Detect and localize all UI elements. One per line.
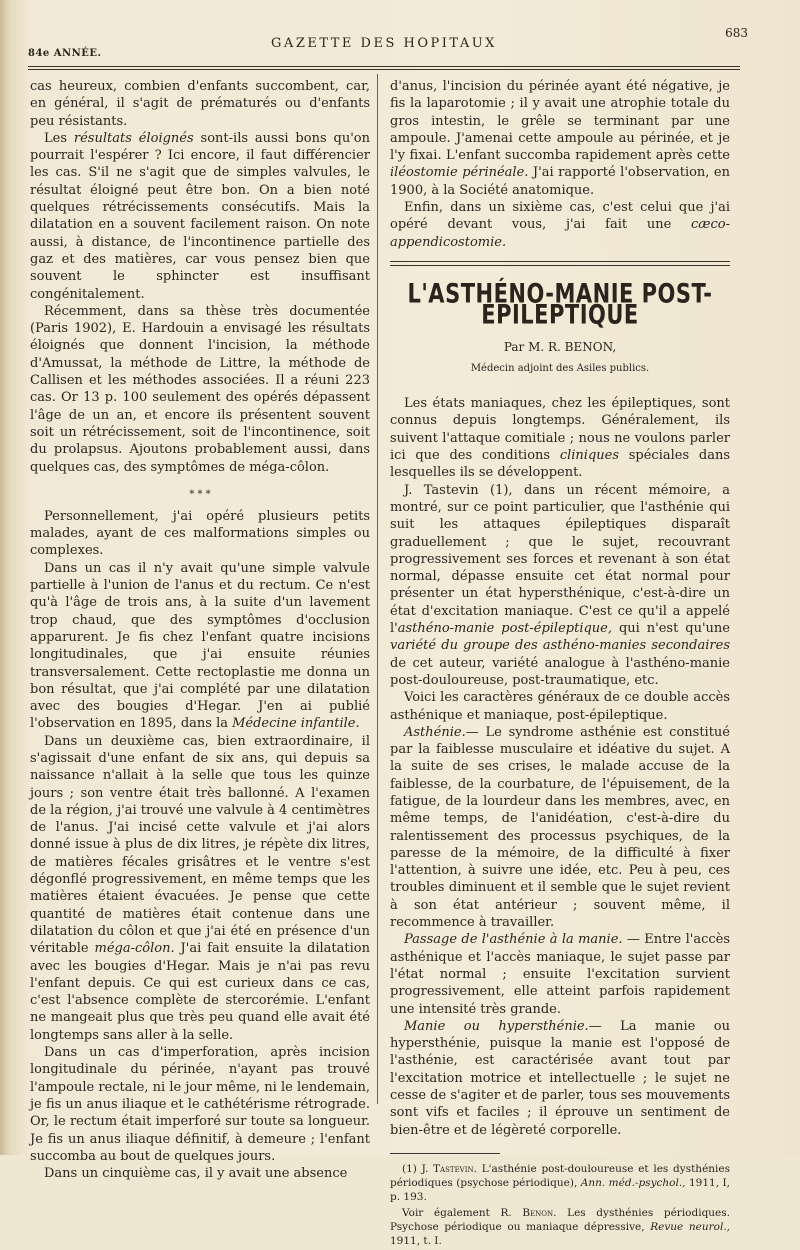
text-run: 1911, I, p. 193.: [390, 1176, 730, 1203]
text-run: — Entre l'accès asthénique et l'accès maniaque, le sujet passe par l'état normal ; ensuite l'excitation survient progressivement, elle atteint parfois rapidement une intensité très grande.: [390, 932, 730, 1017]
author-name: R. BENON,: [548, 339, 617, 354]
section-break-stars: * * *: [189, 488, 211, 500]
footnote: [390, 1206, 730, 1248]
paragraph: [390, 78, 730, 199]
text-run: Les: [44, 130, 74, 146]
italic-run: Passage de l'asthénie à la manie.: [404, 932, 623, 948]
left-column: [30, 78, 370, 1182]
text-run: 1911, t. I.: [390, 1234, 442, 1247]
year-label: 84e ANNÉE.: [28, 48, 102, 59]
text-run: — Le syndrome asthénie est constitué par la faiblesse musculaire et idéative du sujet. A la suite de ses crises, le malade accuse de la faiblesse, de la courbature, de l'épuisement, de la fatigue, de la lourdeur dans les membres, avec, en même temps, de l'anidéation, c'est-à-dire du ralentissement des processus psychiques, de la paresse de la mémoire, de la difficulté à fixer l'attention, à suivre une idée, etc. Peu à peu, ces troubles diminuent et il semble que le sujet revient à son état antérieur ; souvent même, il recommence à travailler.: [390, 724, 730, 931]
author-prefix: Par M.: [503, 339, 548, 354]
footnotes: [390, 1162, 730, 1248]
text-run: J. Tastevin (1), dans un récent mémoire, a montré, sur ce point particulier, que l'asthénie qui suit les attaques épileptiques disparaît graduellement ; que le sujet, recouvrant progressivement ses forces et revenant à son état normal, dépasse ensuite cet état normal pour présenter un état hypersthénique, c'est-à-dire un état d'excitation maniaque. C'est ce qu'il a appelé l': [390, 482, 730, 637]
text-run: Dans un cas il n'y avait qu'une simple valvule partielle à l'union de l'anus et du rectum. Ce n'est qu'à l'âge de trois ans, à la suite d'un lavement trop chaud, que des symptômes d'occlusion apparurent. Je fis chez l'enfant quatre incisions longitudinales, que j'ai ensuite réunies transversalement. Cette rectoplastie me donna un bon résultat, que j'ai complété par une dilatation avec des bougies d'Hegar. J'en ai publié l'observation en 1895, dans la: [30, 560, 370, 732]
column-separator: [377, 74, 378, 1104]
paragraph: Dans un cas d'imperforation, après incision longitudinale du périnée, n'ayant pas trouvé l'ampoule rectale, ni le jour même, ni le lendemain, je fis un anus iliaque et le cathétérisme rétrograde. Or, le rectum était imperforé sur toute sa longueur. Je fis un anus iliaque définitif, à demeure ; l'enfant succomba au bout de quelques jours.: [30, 1045, 370, 1164]
text-run: qui n'est qu'une: [612, 621, 730, 637]
footnote: [390, 1162, 730, 1204]
paragraph: [30, 733, 370, 1044]
header-rule: [28, 66, 740, 70]
paragraph: [30, 560, 370, 733]
italic-run: Ann. méd.-psychol.,: [580, 1176, 686, 1189]
paragraph: [390, 931, 730, 1017]
italic-run: iléostomie périnéale.: [390, 165, 529, 181]
smallcaps-run: Benon.: [522, 1206, 557, 1219]
text-run: Les dysthénies périodiques. Psychose périodique ou maniaque dépressive,: [390, 1206, 730, 1233]
text-run: J'ai rapporté l'observation, en 1900, à la Société anatomique.: [390, 165, 730, 198]
page-header: [28, 26, 748, 62]
italic-run: cliniques: [559, 448, 620, 464]
italic-run: méga-côlon.: [94, 941, 175, 957]
italic-run: cæco-appendicostomie.: [390, 217, 730, 250]
paragraph: Voici les caractères généraux de ce double accès asthénique et maniaque, post-épileptique.: [390, 690, 730, 723]
text-run: (1) J.: [402, 1162, 434, 1175]
paragraph: [390, 482, 730, 690]
text-run: sont-ils aussi bons qu'on pourrait l'espérer ? Ici encore, il faut différencier les cas. S'il ne s'agit que de simples valvules, le résultat éloigné peut être bon. On a bien noté quelques rétrécissements consécutifs. Mais la dilatation en a souvent facilement raison. On note aussi, à distance, de l'incontinence partielle des gaz et des matières, car vous pensez bien que souvent le sphincter est insuffisant congénitalement.: [30, 130, 370, 302]
author-role: Médecin adjoint des Asiles publics.: [470, 362, 650, 374]
text-run: — La manie ou hypersthénie, puisque la manie est l'opposé de l'asthénie, est caractérisée avant tout par l'excitation motrice et intellectuelle ; le sujet ne cesse de s'agiter et de parler, tous ses mouvements sont vifs et faciles ; il éprouve un sentiment de bien-être et de légèreté corporelle.: [390, 1018, 731, 1138]
paragraph: [390, 199, 730, 251]
paragraph: [390, 724, 730, 932]
text-run: Les états maniaques, chez les épileptiques, sont connus depuis longtemps. Généralement, ils suivent l'attaque comitiale ; nous ne voulons parler ici que des conditions: [390, 396, 730, 464]
text-run: Dans un deuxième cas, bien extraordinaire, il s'agissait d'une enfant de six ans, qui depuis sa naissance n'allait à la selle que tous les quinze jours ; son ventre était très ballonné. A l'examen de la région, j'ai trouvé une valvule à 4 centimètres de l'anus. J'ai incisé cette valvule et j'ai alors donné issue à plus de dix litres, je répète dix litres, de matières fécales grisâtres et le ventre s'est dégonflé progressivement, en même temps que les matières étaient évacuées. Je pense que cette quantité de matières était contenue dans une dilatation du côlon et que j'ai été en présence d'un véritable: [30, 733, 370, 957]
paragraph: Personnellement, j'ai opéré plusieurs petits malades, ayant de ces malformations simples ou complexes.: [30, 508, 370, 559]
text-run: d'anus, l'incision du périnée ayant été négative, je fis la laparotomie ; il y avait une atrophie totale du gros intestin, le grêle se terminant par une ampoule. J'amenai cette ampoule au périnée, et je l'y fixai. L'enfant succomba rapidement après cette: [390, 79, 730, 164]
paragraph: Dans un cinquième cas, il y avait une absence: [44, 1166, 348, 1182]
italic-run: Médecine infantile.: [232, 716, 360, 732]
article-divider: [390, 261, 730, 266]
right-column: [390, 78, 730, 1250]
italic-run: variété du groupe des asthéno-manies secondaires: [390, 638, 730, 654]
article-title: L'ASTHÉNO-MANIE POST-ÉPILEPTIQUE: [407, 278, 713, 331]
text-run: spéciales dans lesquelles ils se développent.: [390, 448, 730, 481]
paragraph: cas heureux, combien d'enfants succombent, car, en général, il s'agit de prématurés ou d'enfants peu résistants.: [30, 79, 370, 129]
text-run: L'asthénie post-douloureuse et les dysthénies périodiques (psychose périodique),: [390, 1162, 731, 1189]
text-run: Enfin, dans un sixième cas, c'est celui que j'ai opéré devant vous, j'ai fait une: [390, 200, 730, 233]
paragraph: [390, 395, 730, 481]
journal-title: GAZETTE DES HOPITAUX: [271, 36, 497, 51]
paragraph: Récemment, dans sa thèse très documentée (Paris 1902), E. Hardouin a envisagé les résultats éloignés que donnent l'incision, la méthode d'Amussat, la méthode de Littre, la méthode de Callisen et les méthodes associées. Il a réuni 223 cas. Or 13 p. 100 seulement des opérés dépassent l'âge de un an, et encore ils présentent souvent soit un rétrécissement, soit de l'incontinence, soit du prolapsus. Ajoutons probablement aussi, dans quelques cas, des symptômes de méga-côlon.: [30, 303, 370, 475]
italic-run: Revue neurol.,: [650, 1220, 730, 1233]
paragraph: [30, 130, 370, 303]
author-line: [390, 339, 730, 356]
smallcaps-run: Tastevin.: [433, 1162, 477, 1175]
italic-run: Manie ou hypersthénie.: [404, 1018, 589, 1034]
footnote-rule: [390, 1153, 500, 1154]
italic-run: résultats éloignés: [73, 130, 194, 146]
paragraph: [390, 1018, 730, 1139]
text-run: Voir également R.: [402, 1206, 523, 1219]
page-number: 683: [725, 26, 748, 40]
italic-run: asthéno-manie post-épileptique,: [397, 621, 612, 637]
text-run: J'ai fait ensuite la dilatation avec les bougies d'Hegar. Mais je n'ai pas revu l'enfant depuis. Ce qui est curieux dans ce cas, c'est l'absence complète de stercorémie. L'enfant ne mangeait plus que très peu quand elle avait été longtemps sans aller à la selle.: [30, 941, 370, 1043]
text-run: de cet auteur, variété analogue à l'asthéno-manie post-douloureuse, post-traumatique, etc.: [390, 655, 730, 688]
italic-run: Asthénie.: [404, 724, 466, 740]
